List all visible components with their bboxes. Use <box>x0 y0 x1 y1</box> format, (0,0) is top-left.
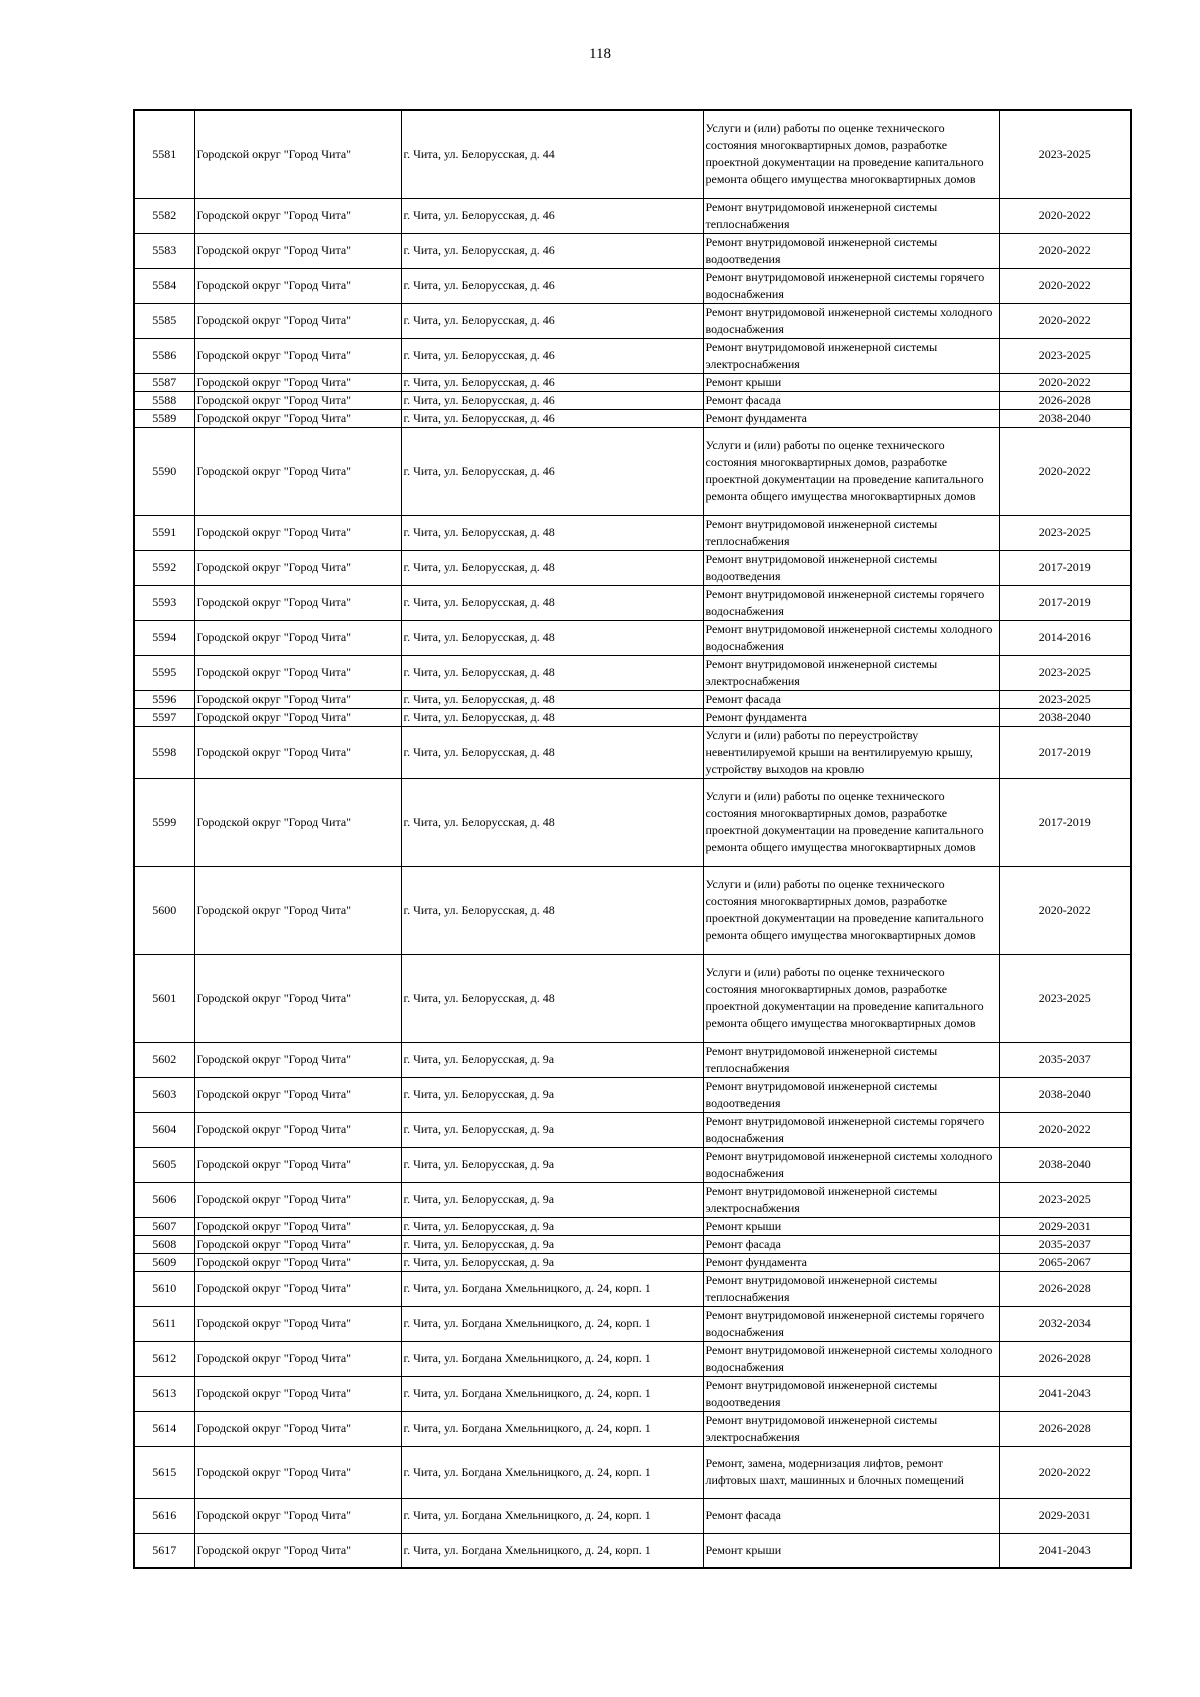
municipality-cell: Городской округ "Город Чита" <box>194 1253 401 1271</box>
period-cell: 2014-2016 <box>999 620 1131 655</box>
row-number-cell: 5603 <box>134 1077 194 1112</box>
work-type-cell: Ремонт внутридомовой инженерной системы электроснабжения <box>703 338 999 373</box>
address-cell: г. Чита, ул. Белорусская, д. 48 <box>401 585 703 620</box>
row-number-cell: 5617 <box>134 1533 194 1568</box>
table-row <box>134 690 1131 708</box>
period-cell: 2017-2019 <box>999 585 1131 620</box>
table-row <box>134 391 1131 409</box>
period-cell: 2020-2022 <box>999 303 1131 338</box>
work-type-cell: Ремонт фундамента <box>703 409 999 427</box>
period-cell: 2020-2022 <box>999 1446 1131 1498</box>
row-number-cell: 5609 <box>134 1253 194 1271</box>
address-cell: г. Чита, ул. Богдана Хмельницкого, д. 24, корп. 1 <box>401 1341 703 1376</box>
row-number-cell: 5591 <box>134 515 194 550</box>
work-type-cell: Ремонт внутридомовой инженерной системы водоотведения <box>703 233 999 268</box>
row-number-cell: 5608 <box>134 1235 194 1253</box>
period-cell: 2020-2022 <box>999 268 1131 303</box>
address-cell: г. Чита, ул. Белорусская, д. 9а <box>401 1253 703 1271</box>
work-type-cell: Услуги и (или) работы по оценке технического состояния многоквартирных домов, разработке проектной документации на проведение капитального ремонта общего имущества многоквартирных домов <box>703 954 999 1042</box>
period-cell: 2017-2019 <box>999 778 1131 866</box>
period-cell: 2035-2037 <box>999 1042 1131 1077</box>
period-cell: 2035-2037 <box>999 1235 1131 1253</box>
work-type-cell: Ремонт крыши <box>703 1533 999 1568</box>
table-row <box>134 1376 1131 1411</box>
municipality-cell: Городской округ "Город Чита" <box>194 338 401 373</box>
table-row <box>134 1411 1131 1446</box>
row-number-cell: 5616 <box>134 1498 194 1533</box>
table-row <box>134 1306 1131 1341</box>
address-cell: г. Чита, ул. Богдана Хмельницкого, д. 24, корп. 1 <box>401 1533 703 1568</box>
municipality-cell: Городской округ "Город Чита" <box>194 954 401 1042</box>
period-cell: 2029-2031 <box>999 1498 1131 1533</box>
period-cell: 2023-2025 <box>999 655 1131 690</box>
table-row <box>134 726 1131 778</box>
row-number-cell: 5599 <box>134 778 194 866</box>
row-number-cell: 5593 <box>134 585 194 620</box>
address-cell: г. Чита, ул. Белорусская, д. 48 <box>401 620 703 655</box>
period-cell: 2017-2019 <box>999 726 1131 778</box>
table-row <box>134 427 1131 515</box>
municipality-cell: Городской округ "Город Чита" <box>194 303 401 338</box>
municipality-cell: Городской округ "Город Чита" <box>194 1112 401 1147</box>
address-cell: г. Чита, ул. Белорусская, д. 46 <box>401 391 703 409</box>
municipality-cell: Городской округ "Город Чита" <box>194 1182 401 1217</box>
address-cell: г. Чита, ул. Белорусская, д. 46 <box>401 427 703 515</box>
municipality-cell: Городской округ "Город Чита" <box>194 655 401 690</box>
address-cell: г. Чита, ул. Белорусская, д. 48 <box>401 726 703 778</box>
row-number-cell: 5612 <box>134 1341 194 1376</box>
table-row <box>134 1235 1131 1253</box>
municipality-cell: Городской округ "Город Чита" <box>194 1217 401 1235</box>
period-cell: 2026-2028 <box>999 391 1131 409</box>
row-number-cell: 5606 <box>134 1182 194 1217</box>
address-cell: г. Чита, ул. Белорусская, д. 48 <box>401 708 703 726</box>
work-type-cell: Ремонт фасада <box>703 1235 999 1253</box>
work-type-cell: Ремонт, замена, модернизация лифтов, ремонт лифтовых шахт, машинных и блочных помещений <box>703 1446 999 1498</box>
row-number-cell: 5589 <box>134 409 194 427</box>
address-cell: г. Чита, ул. Богдана Хмельницкого, д. 24, корп. 1 <box>401 1446 703 1498</box>
table-row <box>134 1533 1131 1568</box>
municipality-cell: Городской округ "Город Чита" <box>194 1446 401 1498</box>
municipality-cell: Городской округ "Город Чита" <box>194 690 401 708</box>
row-number-cell: 5604 <box>134 1112 194 1147</box>
municipality-cell: Городской округ "Город Чита" <box>194 1147 401 1182</box>
address-cell: г. Чита, ул. Белорусская, д. 9а <box>401 1235 703 1253</box>
municipality-cell: Городской округ "Город Чита" <box>194 1235 401 1253</box>
address-cell: г. Чита, ул. Белорусская, д. 48 <box>401 954 703 1042</box>
work-type-cell: Ремонт внутридомовой инженерной системы холодного водоснабжения <box>703 303 999 338</box>
municipality-cell: Городской округ "Город Чита" <box>194 1533 401 1568</box>
row-number-cell: 5615 <box>134 1446 194 1498</box>
period-cell: 2038-2040 <box>999 708 1131 726</box>
period-cell: 2023-2025 <box>999 338 1131 373</box>
work-type-cell: Ремонт внутридомовой инженерной системы электроснабжения <box>703 1182 999 1217</box>
row-number-cell: 5601 <box>134 954 194 1042</box>
period-cell: 2032-2034 <box>999 1306 1131 1341</box>
work-type-cell: Ремонт внутридомовой инженерной системы теплоснабжения <box>703 1042 999 1077</box>
period-cell: 2023-2025 <box>999 515 1131 550</box>
row-number-cell: 5584 <box>134 268 194 303</box>
repair-schedule-table <box>133 109 1132 1569</box>
row-number-cell: 5592 <box>134 550 194 585</box>
work-type-cell: Ремонт фасада <box>703 391 999 409</box>
table-row <box>134 550 1131 585</box>
period-cell: 2041-2043 <box>999 1533 1131 1568</box>
table-row <box>134 268 1131 303</box>
work-type-cell: Ремонт внутридомовой инженерной системы водоотведения <box>703 550 999 585</box>
address-cell: г. Чита, ул. Белорусская, д. 48 <box>401 655 703 690</box>
municipality-cell: Городской округ "Город Чита" <box>194 198 401 233</box>
table-row <box>134 1147 1131 1182</box>
municipality-cell: Городской округ "Город Чита" <box>194 409 401 427</box>
municipality-cell: Городской округ "Город Чита" <box>194 1376 401 1411</box>
period-cell: 2023-2025 <box>999 690 1131 708</box>
address-cell: г. Чита, ул. Белорусская, д. 9а <box>401 1182 703 1217</box>
table-row <box>134 1077 1131 1112</box>
municipality-cell: Городской округ "Город Чита" <box>194 1498 401 1533</box>
work-type-cell: Ремонт внутридомовой инженерной системы горячего водоснабжения <box>703 268 999 303</box>
work-type-cell: Ремонт внутридомовой инженерной системы электроснабжения <box>703 1411 999 1446</box>
work-type-cell: Ремонт фасада <box>703 690 999 708</box>
period-cell: 2020-2022 <box>999 1112 1131 1147</box>
address-cell: г. Чита, ул. Богдана Хмельницкого, д. 24, корп. 1 <box>401 1271 703 1306</box>
municipality-cell: Городской округ "Город Чита" <box>194 391 401 409</box>
period-cell: 2026-2028 <box>999 1411 1131 1446</box>
row-number-cell: 5581 <box>134 110 194 198</box>
address-cell: г. Чита, ул. Белорусская, д. 48 <box>401 690 703 708</box>
table-row <box>134 585 1131 620</box>
address-cell: г. Чита, ул. Богдана Хмельницкого, д. 24, корп. 1 <box>401 1498 703 1533</box>
table-row <box>134 1253 1131 1271</box>
municipality-cell: Городской округ "Город Чита" <box>194 268 401 303</box>
work-type-cell: Ремонт внутридомовой инженерной системы теплоснабжения <box>703 515 999 550</box>
municipality-cell: Городской округ "Город Чита" <box>194 110 401 198</box>
table-row <box>134 373 1131 391</box>
row-number-cell: 5597 <box>134 708 194 726</box>
page-number: 118 <box>589 46 611 62</box>
row-number-cell: 5610 <box>134 1271 194 1306</box>
table-row <box>134 1217 1131 1235</box>
table-row <box>134 233 1131 268</box>
work-type-cell: Ремонт внутридомовой инженерной системы холодного водоснабжения <box>703 1147 999 1182</box>
period-cell: 2020-2022 <box>999 866 1131 954</box>
address-cell: г. Чита, ул. Белорусская, д. 48 <box>401 778 703 866</box>
table-row <box>134 708 1131 726</box>
work-type-cell: Ремонт внутридомовой инженерной системы холодного водоснабжения <box>703 1341 999 1376</box>
address-cell: г. Чита, ул. Белорусская, д. 46 <box>401 198 703 233</box>
address-cell: г. Чита, ул. Белорусская, д. 48 <box>401 550 703 585</box>
work-type-cell: Услуги и (или) работы по оценке технического состояния многоквартирных домов, разработке проектной документации на проведение капитального ремонта общего имущества многоквартирных домов <box>703 427 999 515</box>
address-cell: г. Чита, ул. Белорусская, д. 9а <box>401 1217 703 1235</box>
row-number-cell: 5607 <box>134 1217 194 1235</box>
row-number-cell: 5585 <box>134 303 194 338</box>
municipality-cell: Городской округ "Город Чита" <box>194 620 401 655</box>
period-cell: 2023-2025 <box>999 110 1131 198</box>
period-cell: 2041-2043 <box>999 1376 1131 1411</box>
table-row <box>134 1498 1131 1533</box>
row-number-cell: 5598 <box>134 726 194 778</box>
work-type-cell: Ремонт внутридомовой инженерной системы электроснабжения <box>703 655 999 690</box>
work-type-cell: Ремонт фундамента <box>703 1253 999 1271</box>
address-cell: г. Чита, ул. Богдана Хмельницкого, д. 24, корп. 1 <box>401 1411 703 1446</box>
period-cell: 2026-2028 <box>999 1341 1131 1376</box>
work-type-cell: Ремонт внутридомовой инженерной системы горячего водоснабжения <box>703 1306 999 1341</box>
municipality-cell: Городской округ "Город Чита" <box>194 778 401 866</box>
row-number-cell: 5614 <box>134 1411 194 1446</box>
period-cell: 2038-2040 <box>999 1077 1131 1112</box>
period-cell: 2029-2031 <box>999 1217 1131 1235</box>
table-row <box>134 1112 1131 1147</box>
work-type-cell: Ремонт внутридомовой инженерной системы водоотведения <box>703 1077 999 1112</box>
address-cell: г. Чита, ул. Богдана Хмельницкого, д. 24, корп. 1 <box>401 1376 703 1411</box>
municipality-cell: Городской округ "Город Чита" <box>194 550 401 585</box>
row-number-cell: 5588 <box>134 391 194 409</box>
row-number-cell: 5596 <box>134 690 194 708</box>
table-row <box>134 778 1131 866</box>
period-cell: 2026-2028 <box>999 1271 1131 1306</box>
table-row <box>134 1341 1131 1376</box>
table-row <box>134 620 1131 655</box>
period-cell: 2038-2040 <box>999 1147 1131 1182</box>
period-cell: 2065-2067 <box>999 1253 1131 1271</box>
table-row <box>134 655 1131 690</box>
municipality-cell: Городской округ "Город Чита" <box>194 515 401 550</box>
period-cell: 2020-2022 <box>999 233 1131 268</box>
work-type-cell: Ремонт внутридомовой инженерной системы водоотведения <box>703 1376 999 1411</box>
address-cell: г. Чита, ул. Белорусская, д. 9а <box>401 1112 703 1147</box>
row-number-cell: 5611 <box>134 1306 194 1341</box>
period-cell: 2017-2019 <box>999 550 1131 585</box>
row-number-cell: 5602 <box>134 1042 194 1077</box>
table-row <box>134 338 1131 373</box>
work-type-cell: Ремонт крыши <box>703 1217 999 1235</box>
municipality-cell: Городской округ "Город Чита" <box>194 1411 401 1446</box>
row-number-cell: 5583 <box>134 233 194 268</box>
municipality-cell: Городской округ "Город Чита" <box>194 866 401 954</box>
municipality-cell: Городской округ "Город Чита" <box>194 373 401 391</box>
work-type-cell: Услуги и (или) работы по оценке технического состояния многоквартирных домов, разработке проектной документации на проведение капитального ремонта общего имущества многоквартирных домов <box>703 866 999 954</box>
address-cell: г. Чита, ул. Белорусская, д. 46 <box>401 373 703 391</box>
work-type-cell: Ремонт внутридомовой инженерной системы горячего водоснабжения <box>703 585 999 620</box>
address-cell: г. Чита, ул. Белорусская, д. 46 <box>401 233 703 268</box>
municipality-cell: Городской округ "Город Чита" <box>194 708 401 726</box>
period-cell: 2020-2022 <box>999 373 1131 391</box>
address-cell: г. Чита, ул. Белорусская, д. 9а <box>401 1077 703 1112</box>
address-cell: г. Чита, ул. Белорусская, д. 9а <box>401 1042 703 1077</box>
period-cell: 2020-2022 <box>999 198 1131 233</box>
work-type-cell: Ремонт крыши <box>703 373 999 391</box>
address-cell: г. Чита, ул. Белорусская, д. 48 <box>401 866 703 954</box>
municipality-cell: Городской округ "Город Чита" <box>194 427 401 515</box>
period-cell: 2023-2025 <box>999 1182 1131 1217</box>
address-cell: г. Чита, ул. Белорусская, д. 48 <box>401 515 703 550</box>
row-number-cell: 5595 <box>134 655 194 690</box>
address-cell: г. Чита, ул. Белорусская, д. 46 <box>401 303 703 338</box>
row-number-cell: 5600 <box>134 866 194 954</box>
municipality-cell: Городской округ "Город Чита" <box>194 1042 401 1077</box>
municipality-cell: Городской округ "Город Чита" <box>194 1271 401 1306</box>
row-number-cell: 5587 <box>134 373 194 391</box>
table-row <box>134 1182 1131 1217</box>
table-row <box>134 1446 1131 1498</box>
row-number-cell: 5590 <box>134 427 194 515</box>
row-number-cell: 5605 <box>134 1147 194 1182</box>
row-number-cell: 5582 <box>134 198 194 233</box>
address-cell: г. Чита, ул. Богдана Хмельницкого, д. 24, корп. 1 <box>401 1306 703 1341</box>
municipality-cell: Городской округ "Город Чита" <box>194 1077 401 1112</box>
work-type-cell: Ремонт внутридомовой инженерной системы теплоснабжения <box>703 1271 999 1306</box>
period-cell: 2020-2022 <box>999 427 1131 515</box>
table-row <box>134 1271 1131 1306</box>
work-type-cell: Ремонт внутридомовой инженерной системы теплоснабжения <box>703 198 999 233</box>
table-row <box>134 110 1131 198</box>
table-row <box>134 866 1131 954</box>
work-type-cell: Услуги и (или) работы по оценке технического состояния многоквартирных домов, разработке проектной документации на проведение капитального ремонта общего имущества многоквартирных домов <box>703 110 999 198</box>
table-row <box>134 515 1131 550</box>
address-cell: г. Чита, ул. Белорусская, д. 44 <box>401 110 703 198</box>
row-number-cell: 5594 <box>134 620 194 655</box>
work-type-cell: Услуги и (или) работы по оценке технического состояния многоквартирных домов, разработке проектной документации на проведение капитального ремонта общего имущества многоквартирных домов <box>703 778 999 866</box>
table-row <box>134 409 1131 427</box>
row-number-cell: 5586 <box>134 338 194 373</box>
table-row <box>134 303 1131 338</box>
municipality-cell: Городской округ "Город Чита" <box>194 726 401 778</box>
table-row <box>134 1042 1131 1077</box>
address-cell: г. Чита, ул. Белорусская, д. 46 <box>401 338 703 373</box>
municipality-cell: Городской округ "Город Чита" <box>194 585 401 620</box>
address-cell: г. Чита, ул. Белорусская, д. 9а <box>401 1147 703 1182</box>
work-type-cell: Ремонт внутридомовой инженерной системы холодного водоснабжения <box>703 620 999 655</box>
period-cell: 2038-2040 <box>999 409 1131 427</box>
work-type-cell: Ремонт внутридомовой инженерной системы горячего водоснабжения <box>703 1112 999 1147</box>
work-type-cell: Ремонт фасада <box>703 1498 999 1533</box>
work-type-cell: Услуги и (или) работы по переустройству невентилируемой крыши на вентилируемую крышу, устройству выходов на кровлю <box>703 726 999 778</box>
work-type-cell: Ремонт фундамента <box>703 708 999 726</box>
address-cell: г. Чита, ул. Белорусская, д. 46 <box>401 409 703 427</box>
municipality-cell: Городской округ "Город Чита" <box>194 1306 401 1341</box>
table-row <box>134 954 1131 1042</box>
address-cell: г. Чита, ул. Белорусская, д. 46 <box>401 268 703 303</box>
row-number-cell: 5613 <box>134 1376 194 1411</box>
municipality-cell: Городской округ "Город Чита" <box>194 1341 401 1376</box>
table-row <box>134 198 1131 233</box>
municipality-cell: Городской округ "Город Чита" <box>194 233 401 268</box>
period-cell: 2023-2025 <box>999 954 1131 1042</box>
